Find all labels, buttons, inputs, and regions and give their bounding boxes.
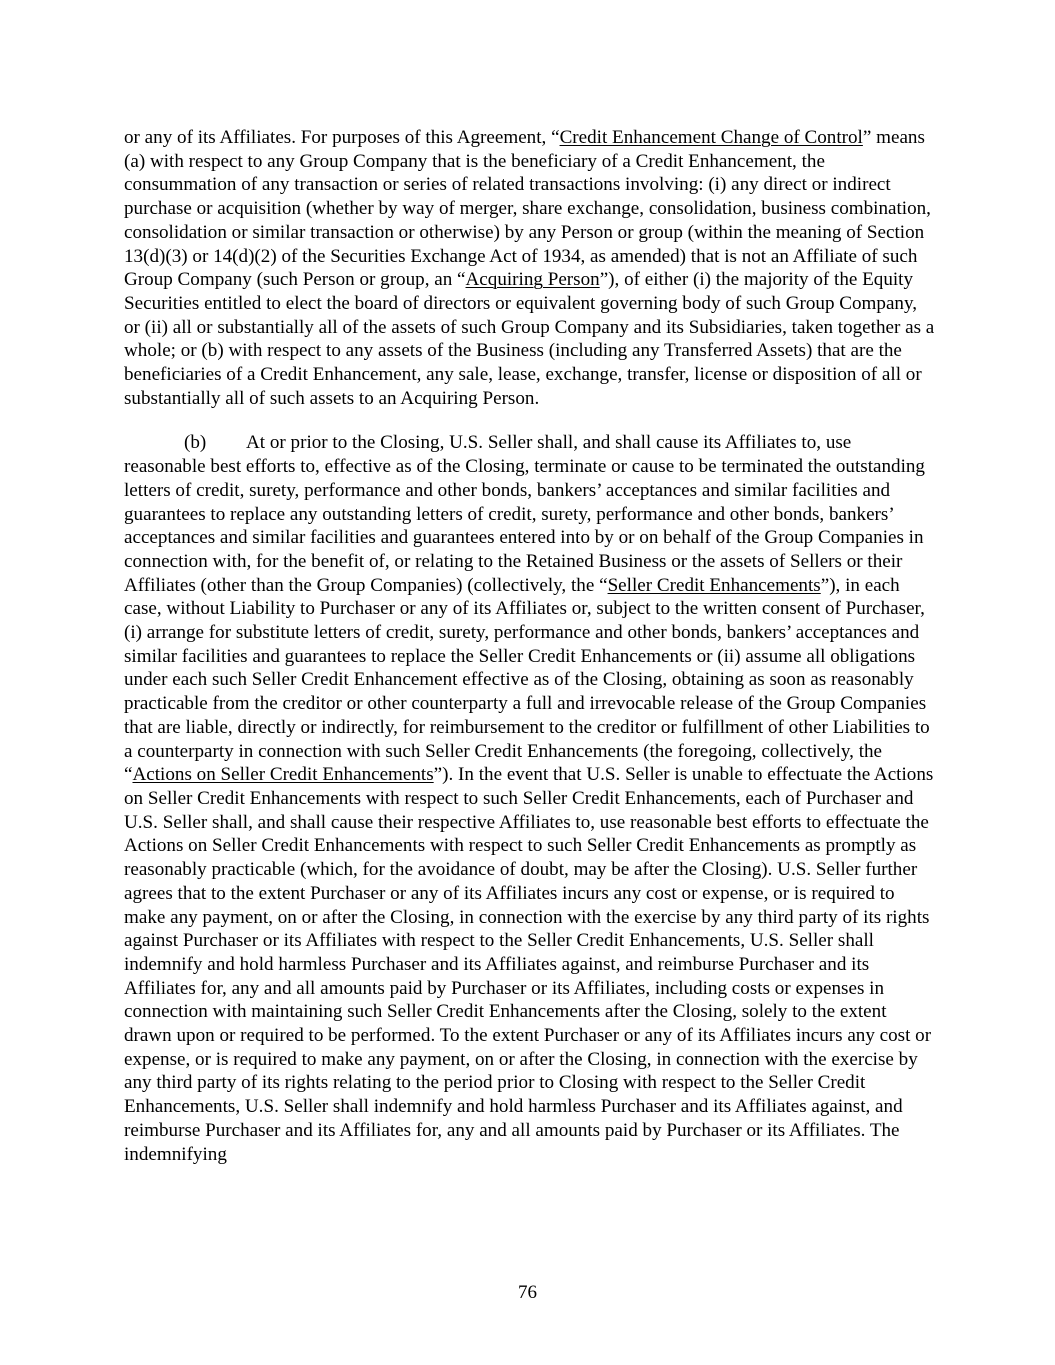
defined-term-actions-on-seller-credit-enhancements: Actions on Seller Credit Enhancements [132, 764, 434, 786]
defined-term-credit-enhancement-change-of-control: Credit Enhancement Change of Control [559, 127, 863, 148]
paragraph-credit-enhancement-change-of-control [124, 126, 936, 410]
paragraph-label: (b) [184, 432, 207, 454]
page-number: 76 [518, 1282, 537, 1303]
document-page [124, 126, 936, 1166]
paragraph-text: ”). In the event that U.S. Seller is unable to effectuate the Actions on Seller Credit Enhancements with respect to such Seller Credit Enhancements, each of Purchaser and U.S. Seller shall, and shall cause their respective Affiliates to, use reasonable best efforts to effectuate the Actions on Seller Credit Enhancements with respect to such Seller Credit Enhancements as promptly as reasonably practicable (which, for the avoidance of doubt, may be after the Closing). U.S. Seller further agrees that to the extent Purchaser or any of its Affiliates incurs any cost or expense, or is required to make any payment, on or after the Closing, in connection with the exercise by any third party of its rights against Purchaser or its Affiliates with respect to the Seller Credit Enhancements, U.S. Seller shall indemnify and hold harmless Purchaser and its Affiliates against, and reimburse Purchaser and its Affiliates for, any and all amounts paid by Purchaser or its Affiliates, including costs or expenses in connection with maintaining such Seller Credit Enhancements after the Closing, solely to the extent drawn upon or required to be performed. To the extent Purchaser or any of its Affiliates incurs any cost or expense, or is required to make any payment, on or after the Closing, in connection with the exercise by any third party of its rights relating to the period prior to Closing with respect to the Seller Credit Enhancements, U.S. Seller shall indemnify and hold harmless Purchaser and its Affiliates against, and reimburse Purchaser and its Affiliates for, any and all amounts paid by Purchaser or its Affiliates. The indemnifying [124, 764, 934, 1165]
paragraph-text: ” means (a) with respect to any Group Company that is the beneficiary of a Credit Enhancement, the consummation of any transaction or series of related transactions involving: (i) any direct or indirect purchase or acquisition (whether by way of merger, share exchange, consolidation, business combination, consolidation or similar transaction or otherwise) by any Person or group (within the meaning of Section 13(d)(3) or 14(d)(2) of the Securities Exchange Act of 1934, as amended) that is not an Affiliate of such Group Company (such Person or group, an “ [124, 127, 931, 291]
defined-term-acquiring-person: Acquiring Person [465, 269, 600, 291]
paragraph-text: or any of its Affiliates. For purposes of this Agreement, “ [124, 127, 560, 148]
paragraph-text: At or prior to the Closing, U.S. Seller shall, and shall cause its Affiliates to, use reasonable best efforts to, effective as of the Closing, terminate or cause to be terminated the outstanding letters of credit, surety, performance and other bonds, bankers’ acceptances and similar facilities and guarantees to replace any outstanding letters of credit, surety, performance and other bonds, bankers’ acceptances and similar facilities and guarantees entered into by or on behalf of the Group Companies in connection with, for the benefit of, or relating to the Retained Business or the assets of Sellers or their Affiliates (other than the Group Companies) (collectively, the “ [124, 432, 925, 596]
defined-term-seller-credit-enhancements: Seller Credit Enhancements [607, 574, 821, 596]
paragraph-text: ”), in each case, without Liability to Purchaser or any of its Affiliates or, subject to the written consent of Purchaser, (i) arrange for substitute letters of credit, surety, performance and other bonds, bankers’ acceptances and similar facilities and guarantees to replace the Seller Credit Enhancements or (ii) assume all obligations under each such Seller Credit Enhancement effective as of the Closing, obtaining as soon as reasonably practicable from the creditor or other counterparty a full and irrevocable release of the Group Companies that are liable, directly or indirectly, for reimbursement to the creditor or fulfillment of other Liabilities to a counterparty in connection with such Seller Credit Enhancements (the foregoing, collectively, the “ [124, 574, 930, 786]
paragraph-text: ”), of either (i) the majority of the Equity Securities entitled to elect the board of directors or equivalent governing body of such Group Company, or (ii) all or substantially all of the assets of such Group Company and its Subsidiaries, taken together as a whole; or (b) with respect to any assets of the Business (including any Transferred Assets) that are the beneficiaries of a Credit Enhancement, any sale, lease, exchange, transfer, license or disposition of all or substantially all of such assets to an Acquiring Person. [124, 269, 935, 409]
paragraph-b-seller-credit-enhancements [124, 431, 936, 1166]
